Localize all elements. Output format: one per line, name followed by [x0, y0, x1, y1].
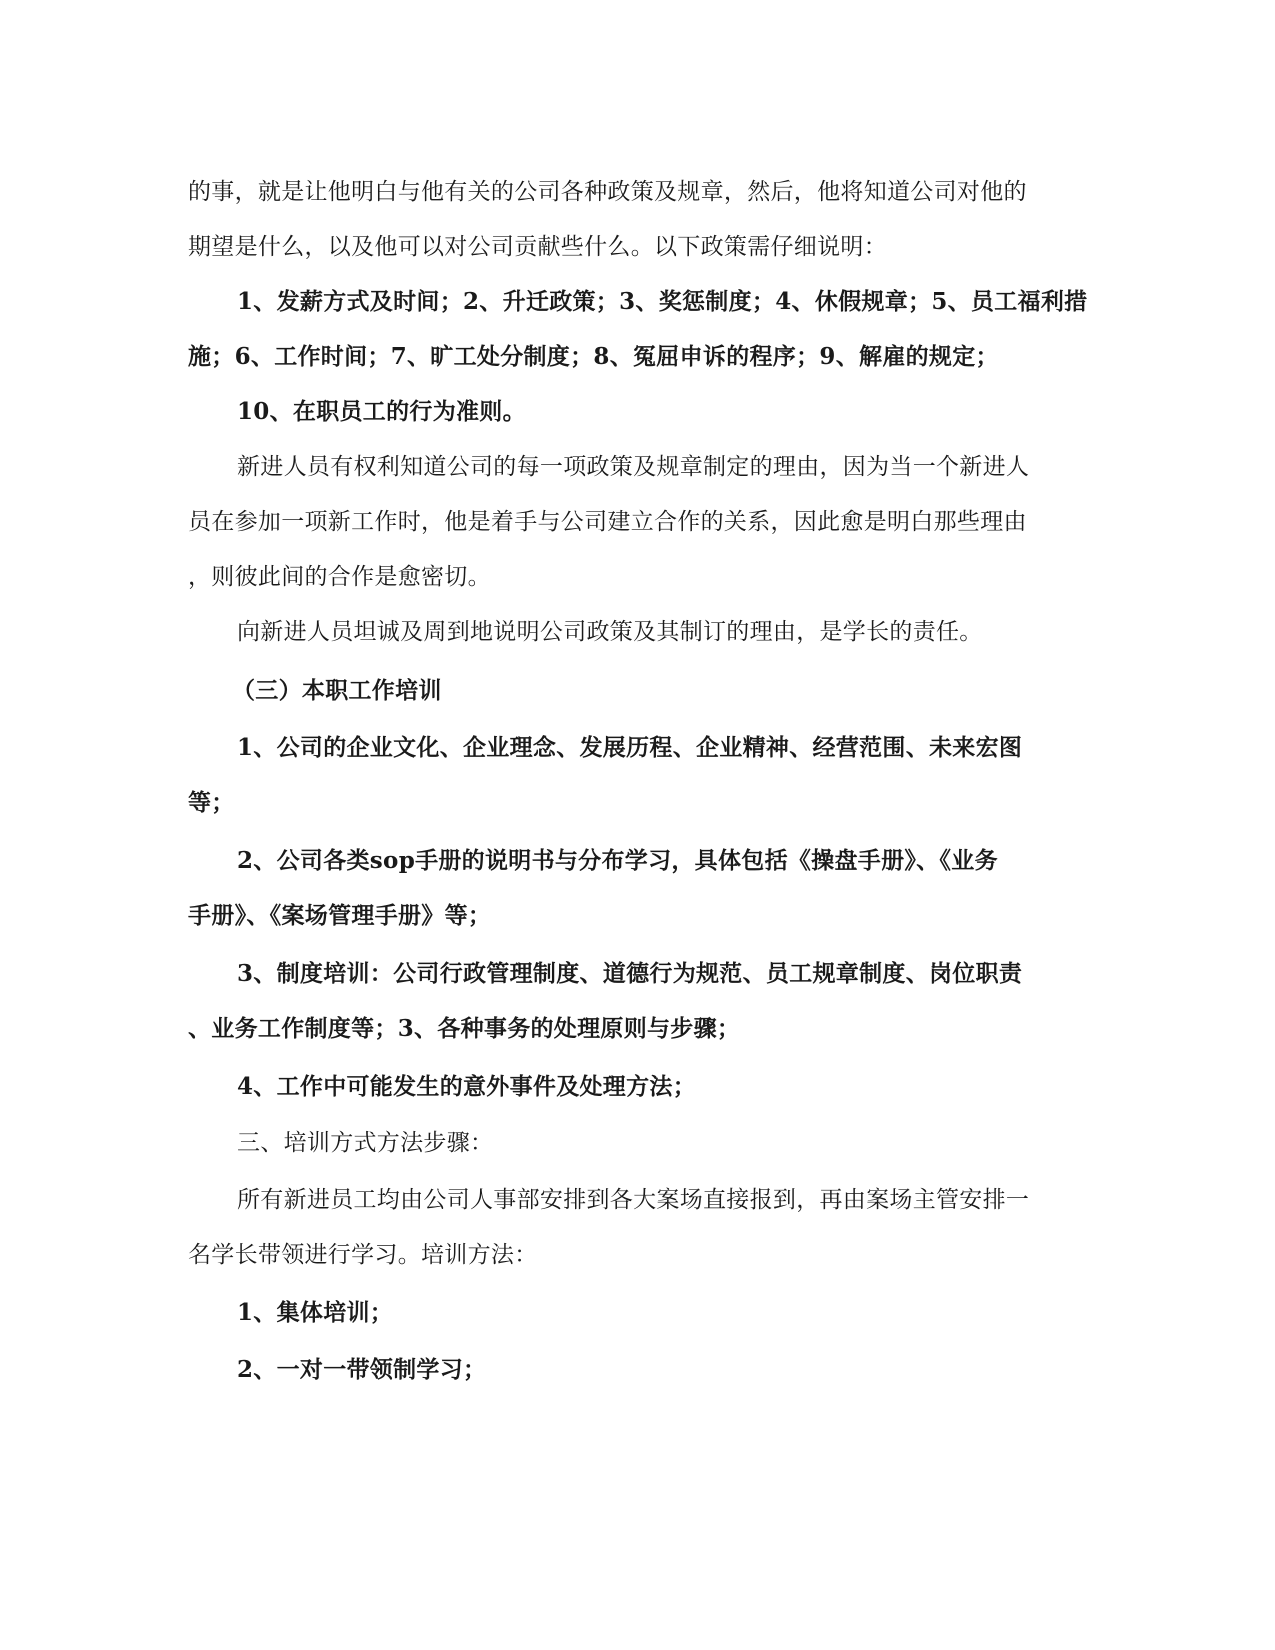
section-heading: 三、培训方式方法步骤： — [237, 1130, 494, 1156]
policy-list-line: 施；6、工作时间；7、旷工处分制度；8、冤屈申诉的程序；9、解雇的规定； — [188, 343, 999, 370]
list-item-line: 2、一对一带领制学习； — [237, 1356, 487, 1383]
paragraph-line: 期望是什么，以及他可以对公司贡献些什么。以下政策需仔细说明： — [188, 234, 887, 260]
paragraph-line: 新进人员有权利知道公司的每一项政策及规章制定的理由，因为当一个新进人 — [237, 454, 1030, 480]
paragraph-line: 所有新进员工均由公司人事部安排到各大案场直接报到，再由案场主管安排一 — [237, 1187, 1030, 1213]
list-item-line: 1、公司的企业文化、企业理念、发展历程、企业精神、经营范围、未来宏图 — [237, 734, 1023, 761]
list-item-line: 4、工作中可能发生的意外事件及处理方法； — [237, 1073, 697, 1100]
paragraph-line: 向新进人员坦诚及周到地说明公司政策及其制订的理由，是学长的责任。 — [237, 619, 983, 645]
list-item-line: 2、公司各类sop手册的说明书与分布学习，具体包括《操盘手册》、《业务 — [237, 847, 998, 874]
paragraph-line: 员在参加一项新工作时，他是着手与公司建立合作的关系，因此愈是明白那些理由 — [188, 509, 1027, 535]
list-item-line: 1、集体培训； — [237, 1299, 394, 1326]
policy-list-line: 1、发薪方式及时间；2、升迁政策；3、奖惩制度；4、休假规章；5、员工福利措 — [237, 288, 1088, 315]
paragraph-line: 的事，就是让他明白与他有关的公司各种政策及规章，然后，他将知道公司对他的 — [188, 179, 1027, 205]
section-heading: （三）本职工作培训 — [232, 677, 442, 704]
paragraph-line: 名学长带领进行学习。培训方法： — [188, 1242, 538, 1268]
paragraph-line: ，则彼此间的合作是愈密切。 — [188, 564, 491, 590]
list-item-line: 等； — [188, 789, 235, 816]
policy-list-line: 10、在职员工的行为准则。 — [237, 398, 526, 425]
list-item-line: 、业务工作制度等；3、各种事务的处理原则与步骤； — [188, 1015, 741, 1042]
list-item-line: 手册》、《案场管理手册》等； — [188, 902, 492, 929]
list-item-line: 3、制度培训：公司行政管理制度、道德行为规范、员工规章制度、岗位职责 — [237, 960, 1023, 987]
